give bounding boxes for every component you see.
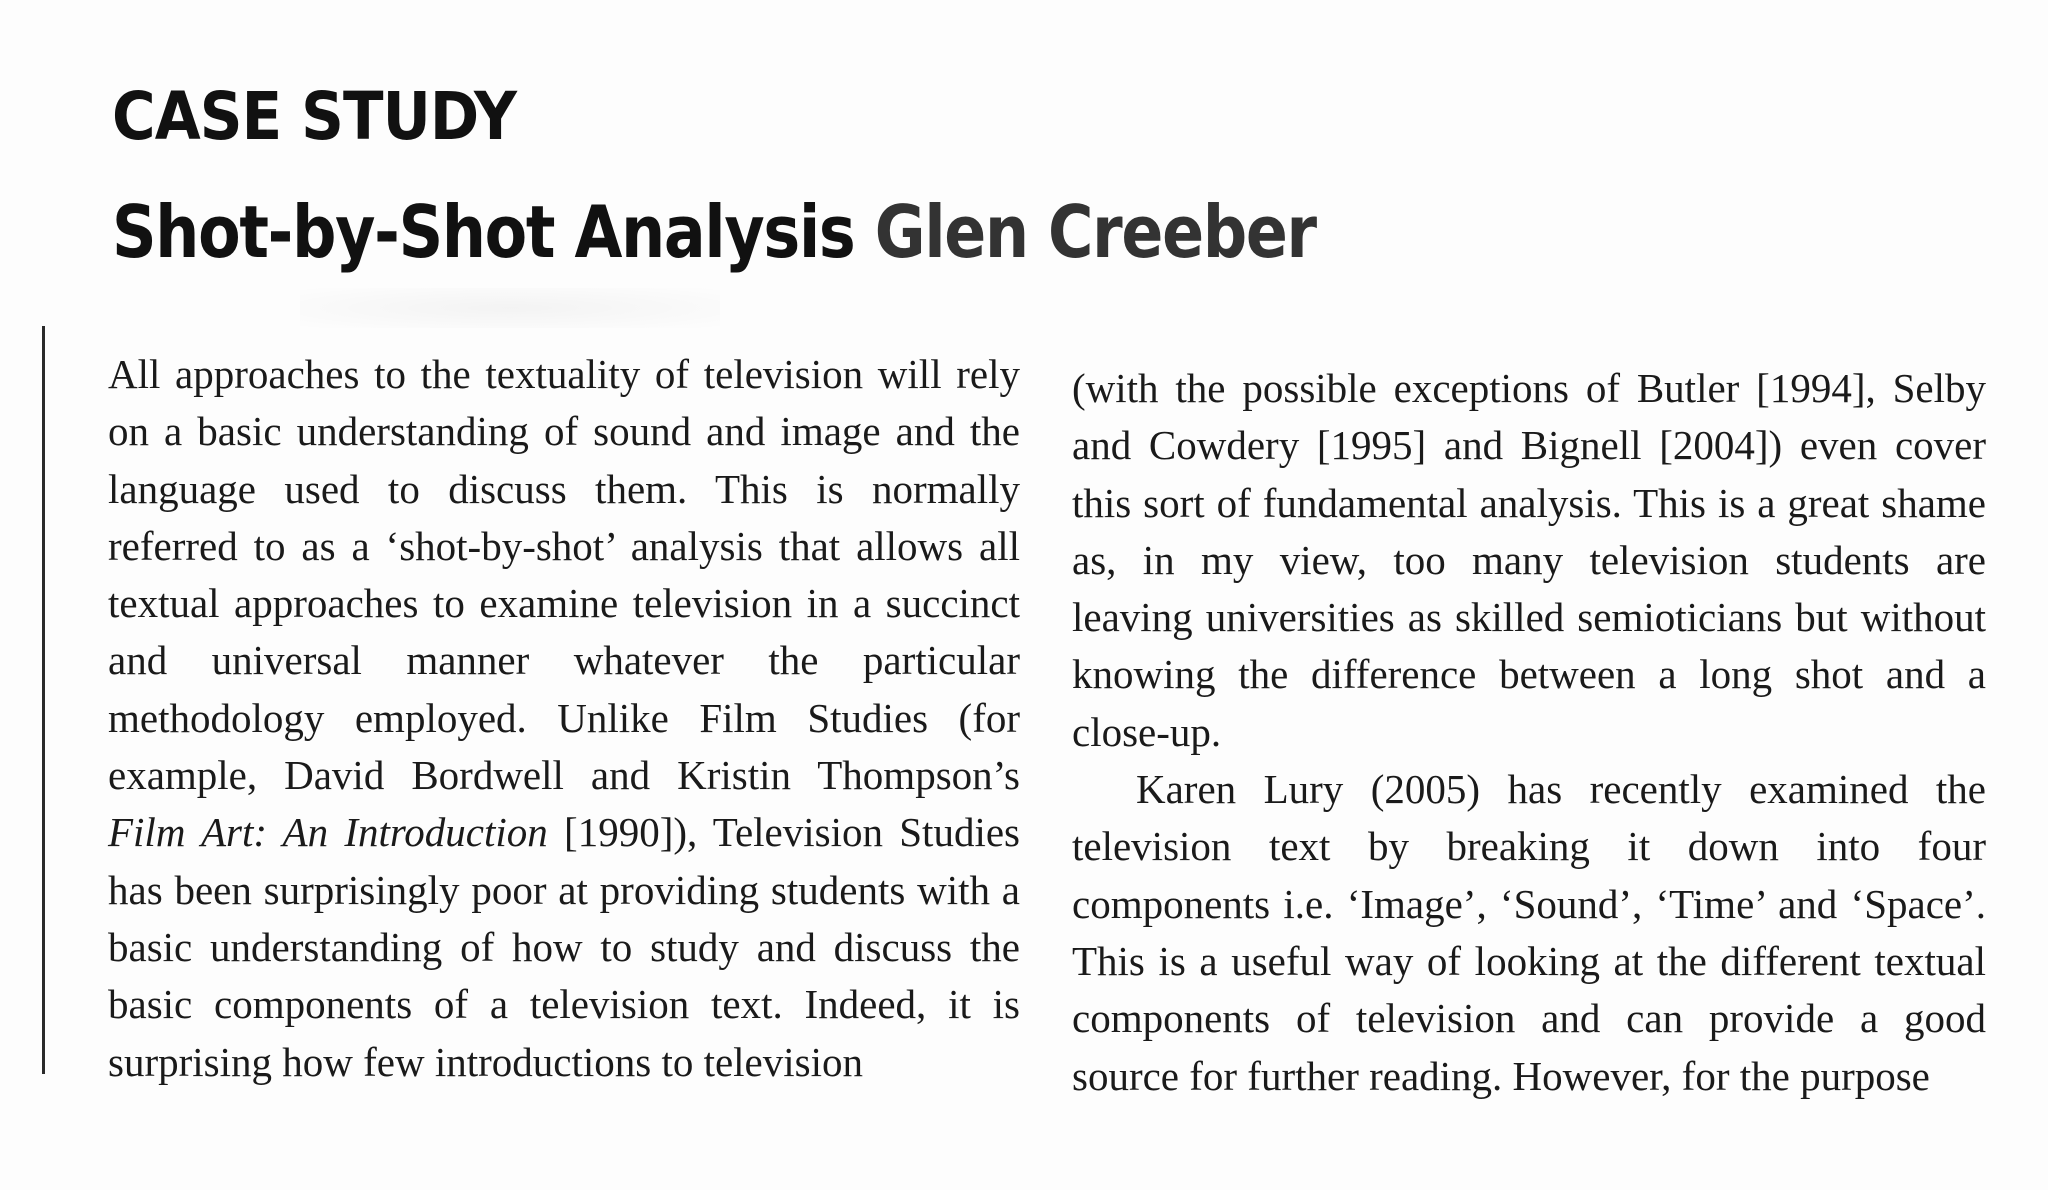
- article-heading: [112, 190, 1316, 274]
- print-smudge: [300, 288, 720, 328]
- section-label: CASE STUDY: [112, 78, 517, 155]
- right-column: [1072, 360, 1986, 1105]
- left-paragraph-text-end: [1990]), Television Studies has been surprisingly poor at providing students with a basic understanding of how to study and discuss the basic components of a television text. Indeed, it is surprising how few introductions to television: [108, 809, 1020, 1085]
- margin-rule: [42, 326, 45, 1074]
- left-paragraph-text-start: All approaches to the textuality of television will rely on a basic understanding of sound and image and the language used to discuss them. This is normally referred to as a ‘shot-by-shot’ analysis that allows all textual approaches to examine television in a succinct and universal manner whatever the particular methodology employed. Unlike Film Studies (for example, David Bordwell and Kristin Thompson’s: [108, 351, 1020, 799]
- left-paragraph: [108, 346, 1020, 1091]
- book-title: Film Art: An Introduction: [108, 809, 548, 856]
- article-author: Glen Creeber: [874, 190, 1316, 274]
- article-title: Shot-by-Shot Analysis: [112, 190, 855, 274]
- right-paragraph-2: Karen Lury (2005) has recently examined the television text by breaking it down into four components i.e. ‘Image’, ‘Sound’, ‘Time’ and ‘Space’. This is a useful way of looking at the different textual components of television and can provide a good source for further reading. However, for the purpose: [1072, 766, 1986, 1099]
- right-paragraph-1: (with the possible exceptions of Butler [1994], Selby and Cowdery [1995] and Bignell [2004]) even cover this sort of fundamental analysis. This is a great shame as, in my view, too many television students are leaving universities as skilled semioticians but without knowing the difference between a long shot and a close-up.: [1072, 365, 1986, 755]
- left-column: [108, 346, 1020, 1091]
